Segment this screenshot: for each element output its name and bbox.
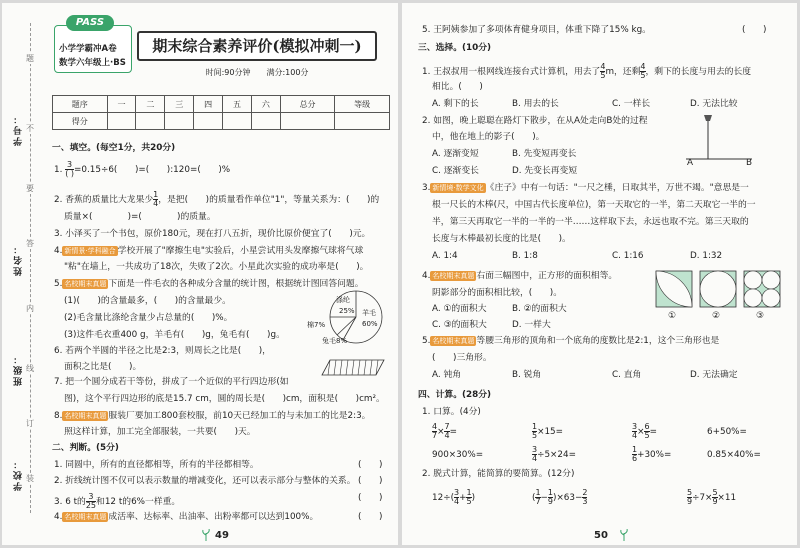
gutter-char: 订	[26, 419, 34, 428]
option[interactable]: A. 钝角	[432, 370, 462, 380]
score-cell: 得分	[53, 113, 108, 130]
gutter-char: 不	[26, 124, 34, 133]
option[interactable]: C. 逐渐变长	[432, 166, 479, 176]
section-judge: 二、判断。(5分)	[52, 443, 119, 453]
option[interactable]: C. 1:16	[612, 251, 644, 261]
pie-label: 25%	[339, 307, 355, 315]
judge-4: 4. 名校期末真题 成活率、达标率、出油率、出粉率都可以达到100%。	[54, 512, 319, 522]
question-5-1: (1)( )的含量最多，( )的含量最少。	[64, 296, 231, 306]
point-a-label: A	[687, 158, 694, 168]
answer-paren[interactable]: ( )	[358, 476, 383, 486]
score-cell: 五	[223, 96, 252, 113]
question-8: 8. 名校期末真题 服装厂要加工800套校服，前10天已经加工的与未加工的比是2:3。	[54, 411, 371, 421]
gutter-char: 线	[26, 364, 34, 373]
question-2: 2. 香蕉的质量比大龙果少 $\frac{1}{4}$ ，是把( )的质量看作单位"1"，等量关系为：( )的	[54, 190, 380, 208]
tag-badge: 名校期末真题	[64, 513, 107, 521]
question-5-3: (3)这件毛衣重400 g，羊毛有( )g，兔毛有( )g。	[64, 330, 285, 340]
choice-2-cont: 中，他在地上的影子( )。	[432, 132, 545, 142]
option[interactable]: D. 一样大	[512, 320, 551, 330]
option[interactable]: B. 用去的长	[512, 99, 559, 109]
class-label: 班级：	[14, 353, 24, 386]
judge-2: 2. 折线统计图不仅可以表示数量的增减变化，还可以表示部分与整体的关系。	[54, 476, 356, 486]
tag-badge: 名校期末真题	[64, 412, 107, 420]
shaded-squares-figure	[654, 269, 784, 311]
score-input[interactable]	[280, 113, 335, 130]
binding-gutter	[8, 23, 36, 533]
fraction: $\frac{4}{5}$	[640, 62, 646, 80]
option[interactable]: D. 无法比较	[690, 99, 738, 109]
option[interactable]: A. ①的面积大	[432, 304, 487, 314]
left-page	[2, 3, 398, 545]
option[interactable]: C. 直角	[612, 370, 642, 380]
fraction: 3 ( )	[65, 160, 74, 178]
option[interactable]: B. 1:8	[512, 251, 538, 261]
section-calc: 四、计算。(28分)	[418, 390, 492, 400]
fraction: $\frac{1}{4}$	[153, 190, 159, 208]
score-cell: 二	[136, 96, 165, 113]
judge-1: 1. 同圆中，所有的直径都相等，所有的半径都相等。	[54, 460, 259, 470]
option[interactable]: A. 剩下的长	[432, 99, 479, 109]
score-table	[52, 95, 390, 130]
score-row	[53, 113, 390, 130]
tag-badge: 新情景·学科融合	[64, 247, 116, 255]
tag-badge: 新情境·数学文化	[432, 184, 484, 192]
judge-3: 3. 6 t的 $\frac{3}{25}$ 和12 t的6%一样重。	[54, 492, 181, 510]
cut-line	[30, 23, 31, 513]
choice-3: 3. 新情境·数学文化 《庄子》中有一句话："一尺之棰，日取其半，万世不竭。"意思是一	[422, 183, 749, 193]
gutter-char: 答	[26, 239, 34, 248]
page-number: 49	[215, 530, 229, 541]
pie-label: 涤纶	[336, 296, 350, 304]
score-input[interactable]	[136, 113, 165, 130]
gutter-char: 要	[26, 184, 34, 193]
right-page	[402, 3, 797, 545]
student-id-label: 学号：	[14, 113, 24, 146]
pie-label: 兔毛8%	[322, 337, 348, 345]
oral-item: 900×30%=	[432, 450, 484, 460]
choice-3-cont: 根一尺长的木棒(尺，中国古代长度单位)，第一天取它的一半，第二天取它一半的一	[432, 200, 756, 210]
oral-item: $\frac{3}{4}$ × $\frac{6}{5}$ =	[632, 422, 657, 440]
question-7-cont: 图)，这个平行四边形的底是15.7 cm，圆的周长是( )cm，面积是( )cm²。	[64, 394, 385, 404]
score-cell: 六	[251, 96, 280, 113]
figure-label: ①	[668, 311, 676, 321]
tag-badge: 名校期末真题	[64, 280, 107, 288]
section-choice: 三、选择。(10分)	[418, 43, 492, 53]
exam-title: 期末综合素养评价(模拟冲刺一)	[137, 31, 377, 61]
oral-item: $\frac{1}{5}$ ×15=	[532, 422, 564, 440]
school-label: 学校：	[14, 458, 24, 491]
parallelogram-figure	[320, 358, 386, 376]
figure-label: ③	[756, 311, 764, 321]
name-label: 姓名：	[14, 243, 24, 276]
choice-3-cont: 半，第三天再取它一半的一半的一半……这样取下去，永远也取不完。第三天取的	[432, 217, 749, 227]
gutter-char: 装	[26, 474, 34, 483]
series-box	[54, 25, 132, 73]
pie-label: 羊毛	[362, 309, 376, 317]
oral-item: $\frac{4}{7}$ × $\frac{7}{4}$ =	[432, 422, 457, 440]
series-name: 小学学霸冲A卷	[59, 44, 117, 54]
fraction: $\frac{4}{5}$	[600, 62, 606, 80]
score-input[interactable]	[335, 113, 390, 130]
exam-info: 时间:90分钟 满分:100分	[205, 68, 309, 77]
pie-label: 60%	[362, 320, 378, 328]
plant-icon	[202, 529, 210, 541]
question-6-cont: 面积之比是( )。	[64, 362, 142, 372]
choice-1-cont: 相比。( )	[432, 82, 483, 92]
choice-4: 4. 名校期末真题 右面三幅图中，正方形的面积相等。	[422, 271, 618, 281]
question-3: 3. 小泽买了一个书包，原价180元，现在打八五折，现价比原价便宜了( )元。	[54, 229, 371, 239]
oral-calc-title: 1. 口算。(4分)	[422, 407, 481, 417]
score-cell: 总分	[280, 96, 335, 113]
option[interactable]: A. 逐渐变短	[432, 149, 479, 159]
option[interactable]: C. 一样长	[612, 99, 651, 109]
gutter-char: 题	[26, 54, 34, 63]
gutter-char: 内	[26, 304, 34, 313]
answer-paren[interactable]: ( )	[358, 493, 383, 503]
choice-5: 5. 名校期末真题 等腰三角形的顶角和一个底角的度数比是2:1，这个三角形也是	[422, 336, 720, 346]
score-input[interactable]	[107, 113, 136, 130]
answer-paren[interactable]: ( )	[742, 25, 767, 35]
fraction: $\frac{3}{25}$	[85, 492, 97, 510]
streetlamp-figure	[678, 111, 758, 163]
oral-item: 0.85×40%=	[707, 450, 761, 460]
choice-2: 2. 如图，晚上聪聪在路灯下散步，在从A处走向B处的过程	[422, 116, 648, 126]
question-2-cont: 质量×( )=( )的质量。	[64, 212, 216, 222]
score-cell: 三	[165, 96, 194, 113]
score-cell: 四	[194, 96, 223, 113]
score-cell: 等级	[335, 96, 390, 113]
answer-paren[interactable]: ( )	[358, 460, 383, 470]
question-7: 7. 把一个圆分成若干等份，拼成了一个近似的平行四边形(如	[54, 377, 289, 387]
option[interactable]: B. 锐角	[512, 370, 542, 380]
tag-badge: 名校期末真题	[432, 337, 475, 345]
tag-badge: 名校期末真题	[432, 272, 475, 280]
score-input[interactable]	[251, 113, 280, 130]
figure-label: ②	[712, 311, 720, 321]
option[interactable]: D. 先变长再变短	[512, 166, 578, 176]
option[interactable]: C. ③的面积大	[432, 320, 487, 330]
oral-item: $\frac{1}{6}$ +30%=	[632, 445, 672, 463]
question-8-cont: 照这样计算，加工完全部服装，一共要( )天。	[64, 427, 256, 437]
score-cell: 题序	[53, 96, 108, 113]
score-cell: 一	[107, 96, 136, 113]
score-input[interactable]	[223, 113, 252, 130]
choice-4-cont: 阴影部分的面积相比较，( )。	[432, 288, 563, 298]
option[interactable]: D. 无法确定	[690, 370, 738, 380]
choice-1: 1. 王叔叔用一根网线连接台式计算机，用去了 $\frac{4}{5}$ m，还剩 $\frac{4}{5}$ ，剩下的长度与用去的长度	[422, 62, 752, 80]
option[interactable]: B. ②的面积大	[512, 304, 567, 314]
oral-item: 6+50%=	[707, 427, 747, 437]
oral-item: $\frac{3}{4}$ ÷5×24=	[532, 445, 576, 463]
question-5-2: (2)毛含量比涤纶含量少占总量的( )%。	[64, 313, 233, 323]
choice-5-cont: ( )三角形。	[432, 353, 492, 363]
option[interactable]: A. 1:4	[432, 251, 458, 261]
option[interactable]: D. 1:32	[690, 251, 723, 261]
answer-paren[interactable]: ( )	[358, 512, 383, 522]
question-1: 1. 3 ( ) =0.15÷6( )=( ):120=( )%	[54, 160, 231, 178]
choice-3-cont: 长度与木棒最初长度的比是( )。	[432, 234, 571, 244]
question-6: 6. 若两个半圆的半径之比是2:3，则周长之比是( )，	[54, 346, 271, 356]
prev-judge-5: 5. 王阿姨参加了多项体育健身项目，体重下降了15% kg。	[422, 25, 651, 35]
expression-2: ( $\frac{1}{7}$ − $\frac{1}{9}$ )×63− $\frac{2}{3}$	[532, 488, 588, 506]
pie-label: 棉7%	[307, 321, 326, 329]
score-input[interactable]	[194, 113, 223, 130]
section-fill: 一、填空。(每空1分，共20分)	[52, 143, 176, 153]
question-4-cont: "粘"在墙上，一共成功了18次，失败了2次。小星此次实验的成功率是( )。	[64, 262, 369, 272]
score-input[interactable]	[165, 113, 194, 130]
expression-3: $\frac{5}{9}$ ÷7× $\frac{5}{9}$ ×11	[687, 488, 737, 506]
expression-1: 12÷( $\frac{3}{4}$ + $\frac{1}{5}$ )	[432, 488, 476, 506]
point-b-label: B	[746, 158, 753, 168]
pass-logo: PASS	[66, 15, 114, 31]
plant-icon	[620, 529, 628, 541]
page-number: 50	[594, 530, 608, 541]
score-header-row	[53, 96, 390, 113]
step-calc-title: 2. 脱式计算，能简算的要简算。(12分)	[422, 469, 575, 479]
question-5: 5. 名校期末真题 下面是一件毛衣的各种成分含量的统计图，根据统计图回答问题。	[54, 279, 364, 289]
question-4: 4. 新情景·学科融合 学校开展了"摩擦生电"实验后，小星尝试用头发摩擦气球将气球	[54, 246, 364, 256]
option[interactable]: B. 先变短再变长	[512, 149, 577, 159]
grade-label: 数学六年级上·BS	[59, 58, 126, 68]
